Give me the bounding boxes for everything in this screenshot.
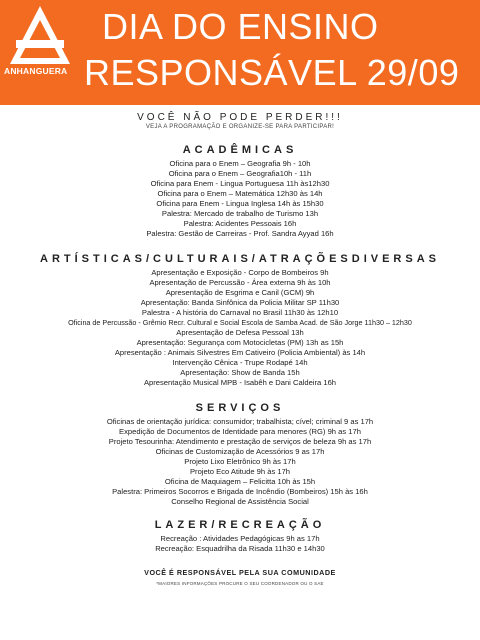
list-item: Projeto Lixo Eletrônico 9h às 17h (184, 457, 296, 466)
program-content (0, 108, 480, 586)
list-item: Palestra: Gestão de Carreiras - Prof. Sandra Ayyad 16h (146, 229, 334, 238)
list-item: Oficinas de Customização de Acessórios 9 as 17h (155, 447, 325, 456)
list-item: Palestra: Acidentes Pessoais 16h (183, 219, 297, 228)
list-item: Palestra - A história do Carnaval no Brasil 11h30 às 12h10 (141, 308, 339, 317)
list-item: Apresentação: Segurança com Motocicletas (PM) 13h as 15h (136, 338, 344, 347)
list-item: Projeto Tesourinha: Atendimento e prestação de serviços de beleza 9h as 17h (108, 437, 372, 446)
section-heading-artisticas: ARTÍSTICAS/CULTURAIS/ATRAÇÕESDIVERSAS (40, 253, 440, 265)
list-item: Oficina para Enem - Lingua Inglesa 14h às 15h30 (156, 199, 324, 208)
header-banner (0, 0, 480, 105)
list-item: Oficina de Maquiagem – Felicitta 10h às 15h (164, 477, 316, 486)
logo-label: ANHANGUERA (4, 66, 68, 76)
section-heading-servicos: SERVIÇOS (195, 402, 285, 414)
list-item: Oficina de Percussão - Grêmio Recr. Cultural e Social Escola de Samba Acad. de São Jorge 11h30 – 12h30 (68, 318, 412, 327)
anhanguera-logo-icon (4, 2, 76, 70)
list-item: Apresentação e Exposição - Corpo de Bombeiros 9h (151, 268, 329, 277)
list-item: Apresentação : Animais Silvestres Em Cativeiro (Policia Ambiental) às 14h (114, 348, 366, 357)
list-item: Expedição de Documentos de Identidade para menores (RG) 9h as 17h (119, 427, 361, 436)
list-item: Apresentação: Show de Banda 15h (180, 368, 300, 377)
section-heading-lazer: LAZER/RECREAÇÃO (154, 519, 326, 531)
list-item: Recreação: Esquadrilha da Risada 11h30 e 14h30 (155, 544, 325, 553)
list-item: Apresentação de Defesa Pessoal 13h (176, 328, 304, 337)
footer-tagline: VOCÊ É RESPONSÁVEL PELA SUA COMUNIDADE (144, 568, 336, 577)
list-item: Recreação : Atividades Pedagógicas 9h as 17h (160, 534, 320, 543)
list-item: Palestra: Mercado de trabalho de Turismo 13h (161, 209, 319, 218)
intro-headline: VOCÊ NÃO PODE PERDER!!! (137, 112, 343, 123)
list-item: Oficina para o Enem – Geografia 9h - 10h (169, 159, 311, 168)
page-title-line2: RESPONSÁVEL 29/09 (84, 52, 460, 93)
list-item: Apresentação: Banda Sinfônica da Policia Militar SP 11h30 (140, 298, 340, 307)
list-item: Oficinas de orientação jurídica: consumidor; trabalhista; cível; criminal 9 as 17h (106, 417, 374, 426)
intro-subline: VEJA A PROGRAMAÇÃO E ORGANIZE-SE PARA PARTICIPAR! (145, 124, 335, 130)
list-item: Intervenção Cênica - Trupe Rodapé 14h (172, 358, 308, 367)
list-item: Oficina para o Enem – Geografia10h - 11h (168, 169, 312, 178)
list-item: Projeto Eco Atitude 9h às 17h (189, 467, 291, 476)
list-item: Palestra: Primeiros Socorros e Brigada de Incêndio (Bombeiros) 15h às 16h (112, 487, 368, 496)
page-title-line1: DIA DO ENSINO (102, 6, 379, 47)
list-item: Apresentação de Esgrima e Canil (GCM) 9h (165, 288, 315, 297)
list-item: Apresentação Musical MPB - Isabêh e Dani Caldeira 16h (143, 378, 337, 387)
list-item: Apresentação de Percussão - Área externa 9h às 10h (149, 278, 331, 287)
footer-note: *MAIORES INFORMAÇÕES PROCURE O SEU COORDENADOR OU O SAE (156, 581, 324, 586)
list-item: Oficina para o Enem – Matemática 12h30 às 14h (157, 189, 323, 198)
section-heading-academicas: ACADÊMICAS (182, 144, 298, 156)
list-item: Oficina para Enem - Lingua Portuguesa 11h às12h30 (150, 179, 330, 188)
list-item: Conselho Regional de Assistência Social (171, 497, 309, 506)
